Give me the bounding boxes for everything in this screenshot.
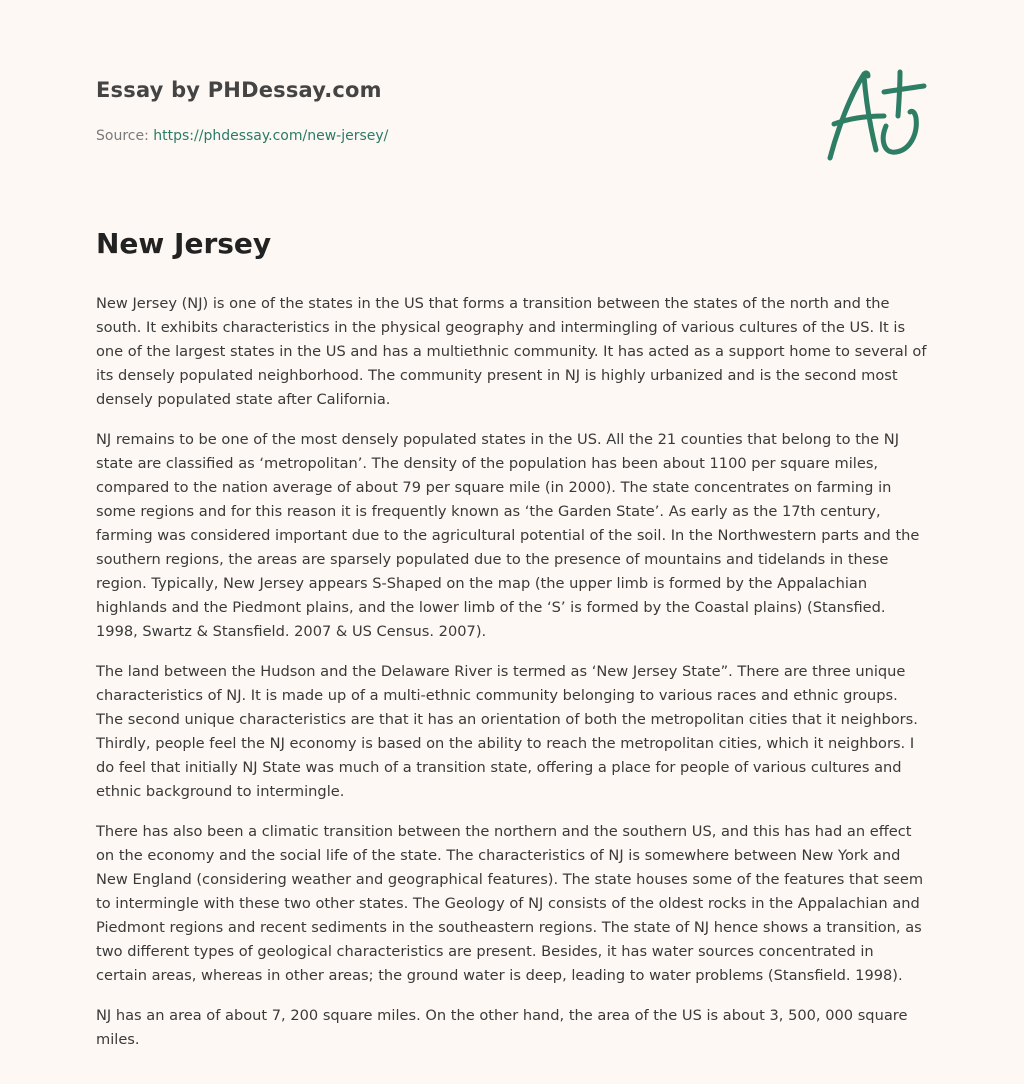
source-line — [96, 126, 736, 146]
essay-title: New Jersey — [96, 227, 272, 260]
source-label: Source: — [96, 128, 154, 144]
paragraph: There has also been a climatic transition between the northern and the southern US, and this has had an effect on the economy and the social life of the state. The characteristics of NJ is somewhere between New York and New England (considering weather and geographical features). The state houses some of the features that seem to intermingle with these two other states. The Geology of NJ consists of the oldest rocks in the Appalachian and Piedmont regions and recent sediments in the southeastern regions. The state of NJ hence shows a transition, as two different types of geological characteristics are present. Besides, it has water sources concentrated in certain areas, whereas in other areas; the ground water is deep, leading to water problems (Stansfield. 1998). — [96, 823, 924, 984]
paragraph: New Jersey (NJ) is one of the states in the US that forms a transition between the states of the north and the south. It exhibits characteristics in the physical geography and intermingling of various cultures of the US. It is one of the largest states in the US and has a multiethnic community. It has acted as a support home to several of its densely populated neighborhood. The community present in NJ is highly urbanized and is the second most densely populated state after California. — [96, 295, 927, 408]
paragraph: The land between the Hudson and the Delaware River is termed as ‘New Jersey State”. There are three unique characteristics of NJ. It is made up of a multi-ethnic community belonging to various races and ethnic groups. The second unique characteristics are that it has an orientation of both the metropolitan cities that it neighbors. Thirdly, people feel the NJ economy is based on the ability to reach the metropolitan cities, which it neighbors. I do feel that initially NJ State was much of a transition state, offering a place for people of various cultures and ethnic background to intermingle. — [96, 663, 918, 800]
essay-content — [96, 224, 928, 1068]
essay-header — [96, 76, 736, 146]
brand-title: Essay by PHDessay.com — [96, 78, 382, 102]
source-link[interactable]: https://phdessay.com/new-jersey/ — [153, 128, 389, 144]
paragraph: NJ remains to be one of the most densely populated states in the US. All the 21 counties that belong to the NJ state are classified as ‘metropolitan’. The density of the population has been about 1100 per square miles, compared to the nation average of about 79 per square mile (in 2000). The state concentrates on farming in some regions and for this reason it is frequently known as ‘the Garden State’. As early as the 17th century, farming was considered important due to the agricultural potential of the soil. In the Northwestern parts and the southern regions, the areas are sparsely populated due to the presence of mountains and tidelands in these region. Typically, New Jersey appears S-Shaped on the map (the upper limb is formed by the Appalachian highlands and the Piedmont plains, and the lower limb of the ‘S’ is formed by the Coastal plains) (Stansfied. 1998, Swartz & Stansfield. 2007 & US Census. 2007). — [96, 431, 920, 640]
a-plus-logo-icon — [820, 66, 930, 166]
paragraph: NJ has an area of about 7, 200 square miles. On the other hand, the area of the US is about 3, 500, 000 square miles. — [96, 1007, 908, 1048]
